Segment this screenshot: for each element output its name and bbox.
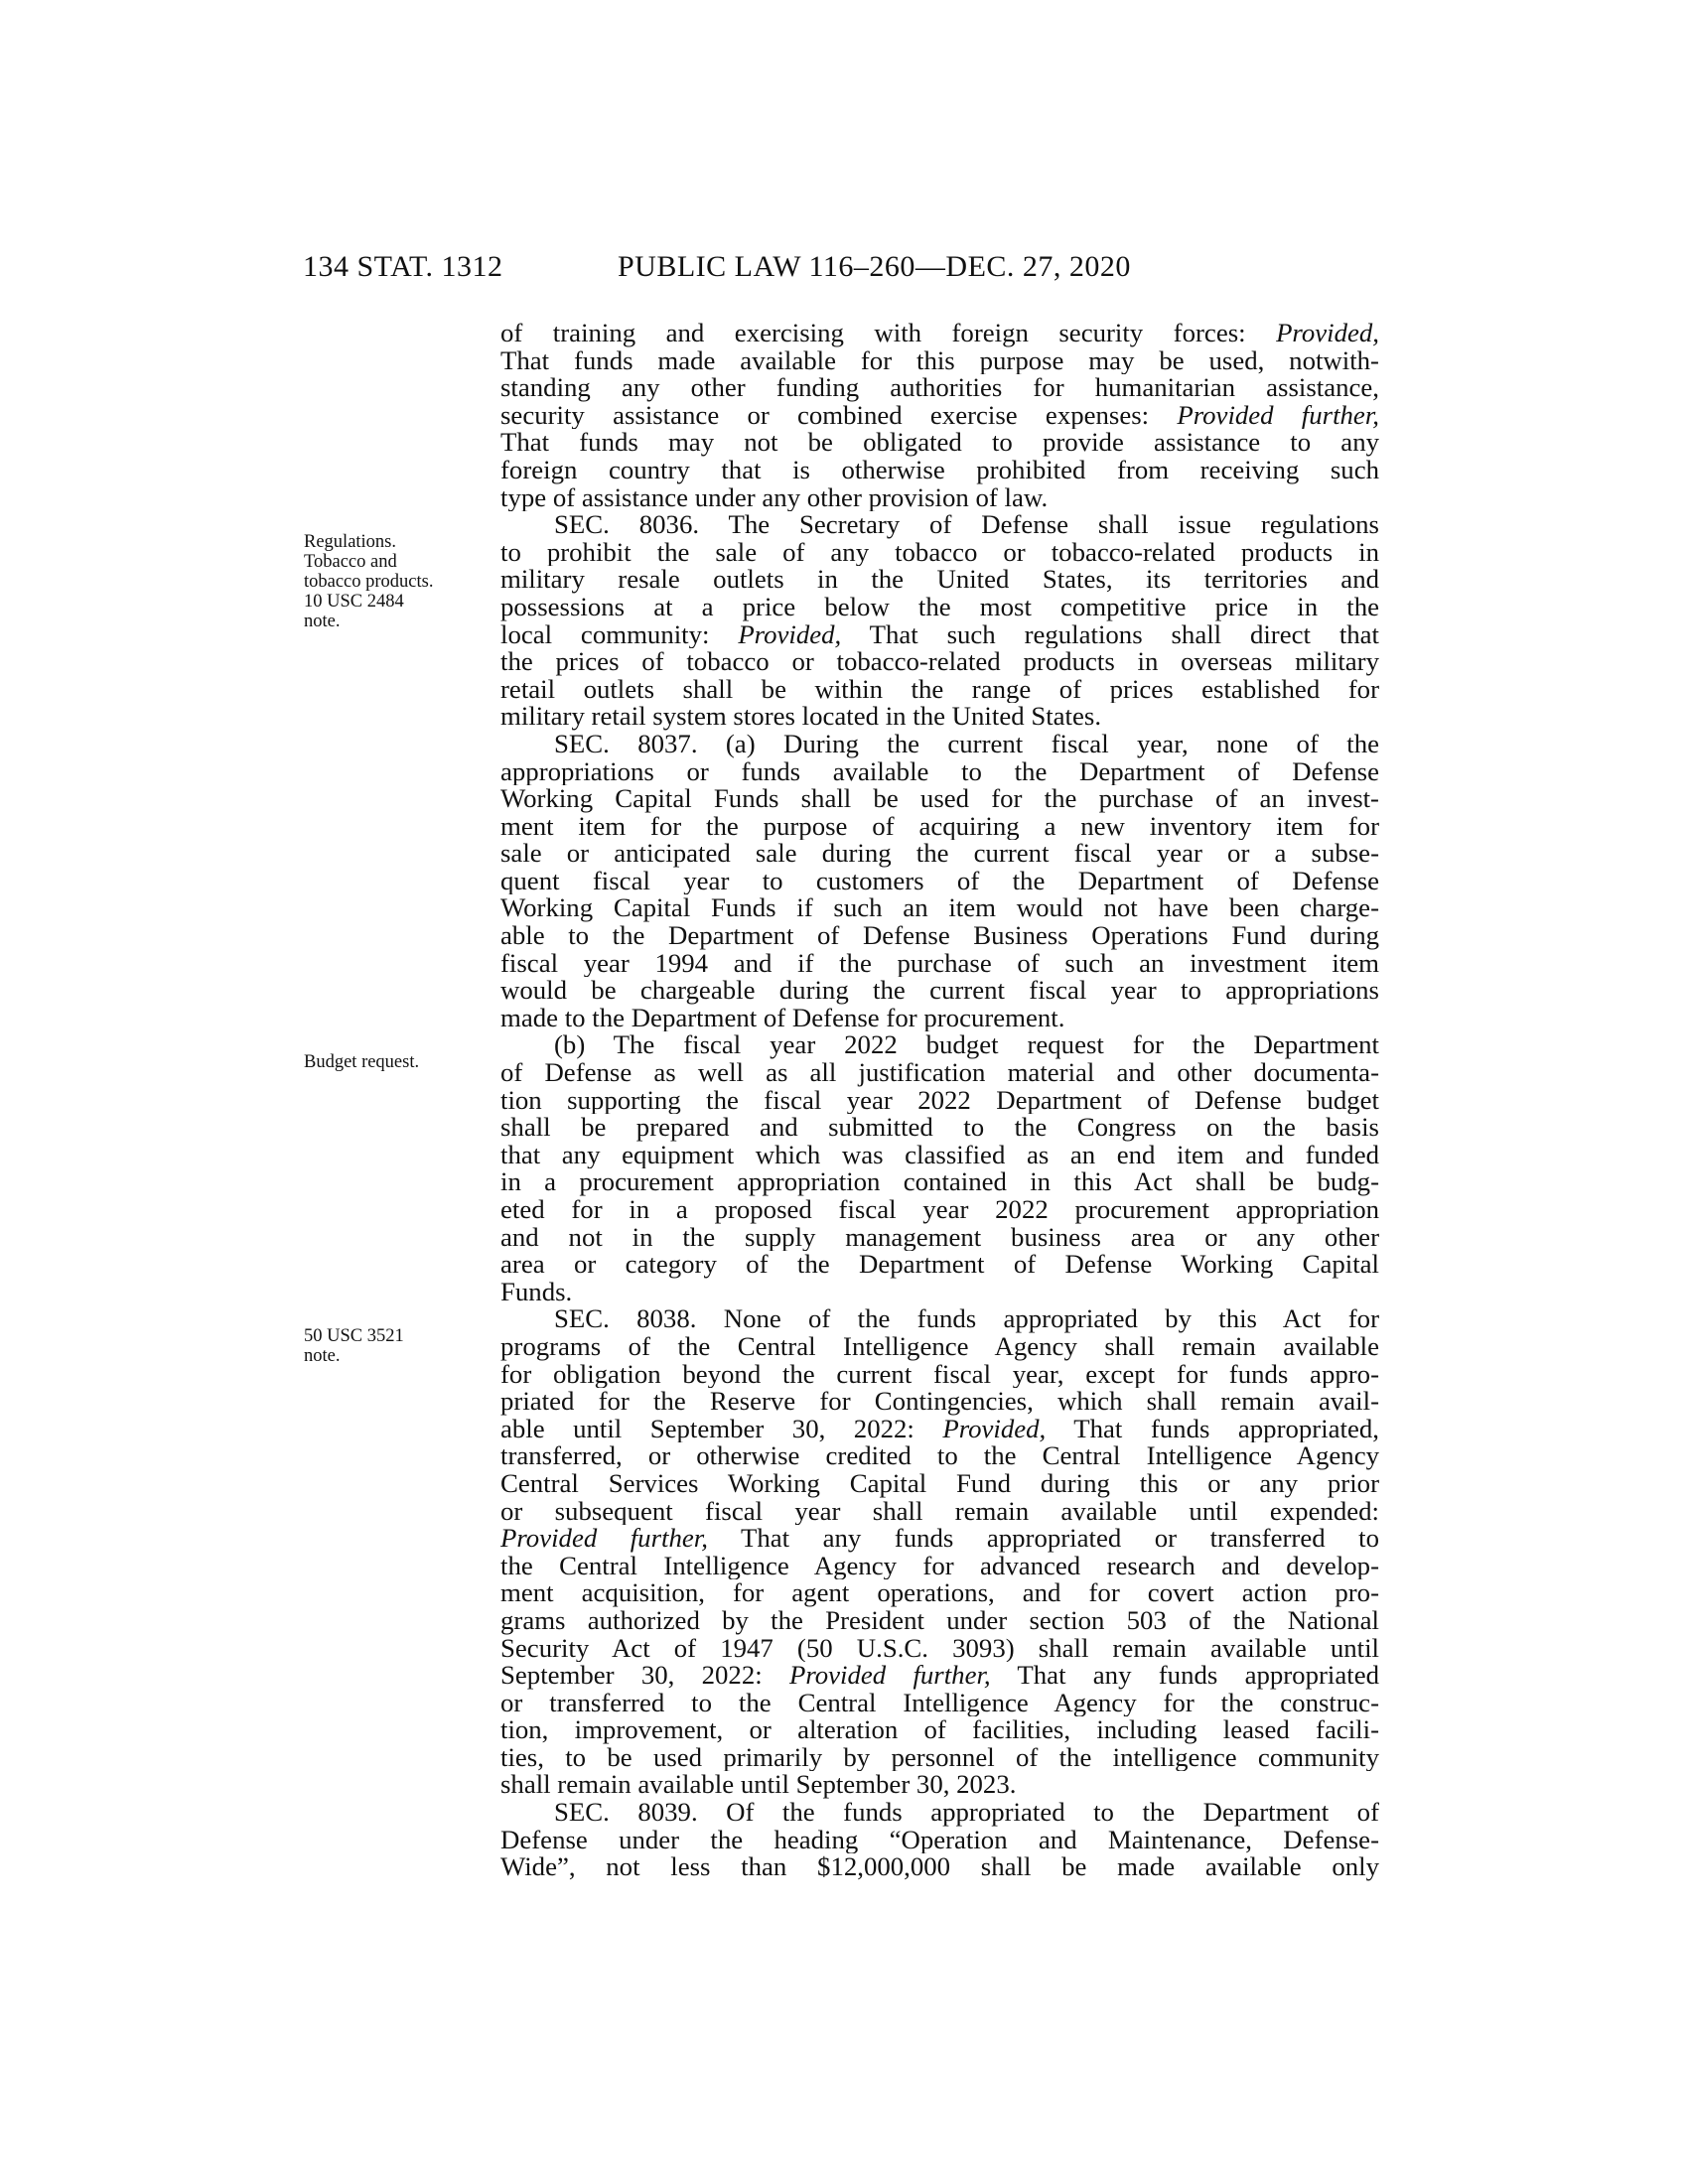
body-text: ment acquisition, for agent operations, and for covert action pro-: [500, 1579, 1379, 1607]
body-text: Wide”, not less than $12,000,000 shall be made available only: [500, 1853, 1379, 1881]
body-line: [500, 1114, 1379, 1142]
body-line: [500, 1442, 1379, 1470]
body-line: [500, 977, 1379, 1005]
body-text: retail outlets shall be within the range of prices established for: [500, 675, 1379, 704]
margin-note-regulations: [304, 532, 434, 631]
proviso-italic: Provided,: [738, 620, 842, 649]
body-text: appropriations or funds available to the Department of Defense: [500, 757, 1379, 786]
body-line: [500, 402, 1379, 430]
body-line: [500, 1690, 1379, 1717]
body-line: [500, 1279, 1379, 1306]
body-line: [500, 758, 1379, 786]
body-line: [500, 1607, 1379, 1635]
margin-note-line: Tobacco and: [304, 552, 397, 572]
margin-note-line: 10 USC 2484: [304, 592, 404, 612]
body-text: security assistance or combined exercise expenses:: [500, 401, 1178, 430]
body-line: [500, 840, 1379, 868]
body-line: [500, 1005, 1379, 1032]
public-law-title: PUBLIC LAW 116–260—DEC. 27, 2020: [618, 250, 1131, 283]
body-text: transferred, or otherwise credited to the Central Intelligence Agency: [500, 1442, 1379, 1470]
body-line: [500, 868, 1379, 895]
body-line: [500, 648, 1379, 676]
proviso-italic: Provided,: [1276, 320, 1379, 347]
section-label: SEC.: [554, 730, 610, 758]
body-text: ties, to be used primarily by personnel of the intelligence community: [500, 1743, 1379, 1772]
body-line: [500, 1224, 1379, 1252]
body-line: [500, 1087, 1379, 1115]
body-text: That funds may not be obligated to provide assistance to any: [500, 429, 1379, 457]
body-line: [500, 703, 1379, 731]
body-line: [500, 1168, 1379, 1196]
body-line: [500, 1827, 1379, 1854]
body-line: [500, 621, 1379, 649]
proviso-italic: Provided,: [942, 1415, 1047, 1443]
body-text: tion, improvement, or alteration of facilities, including leased facili-: [500, 1716, 1379, 1744]
proviso-italic: Provided further,: [1177, 401, 1379, 430]
body-text: the Central Intelligence Agency for advanced research and develop-: [500, 1552, 1379, 1580]
body-text: would be chargeable during the current fiscal year to appropriations: [500, 977, 1379, 1005]
body-text: Working Capital Funds shall be used for the purchase of an invest-: [500, 785, 1379, 813]
margin-note-line: Budget request.: [304, 1052, 420, 1072]
body-line: [500, 1361, 1379, 1389]
body-line: [500, 484, 1379, 512]
body-line: [500, 1853, 1379, 1881]
body-line: [500, 1196, 1379, 1224]
body-text: (b) The fiscal year 2022 budget request for the Department: [554, 1031, 1379, 1060]
body-text: or subsequent fiscal year shall remain available until expended:: [500, 1497, 1379, 1526]
body-text: programs of the Central Intelligence Agency shall remain available: [500, 1332, 1379, 1361]
body-text: 8039. Of the funds appropriated to the Department of: [609, 1799, 1379, 1827]
page-header: [0, 250, 1688, 290]
body-line: [500, 676, 1379, 704]
body-text: Defense under the heading “Operation and Maintenance, Defense-: [500, 1826, 1379, 1854]
body-text: possessions at a price below the most competitive price in the: [500, 593, 1379, 621]
margin-note-50-usc: [304, 1326, 404, 1366]
body-text: priated for the Reserve for Contingencies, which shall remain avail-: [500, 1388, 1379, 1416]
margin-note-line: 50 USC 3521: [304, 1326, 404, 1346]
section-label: SEC.: [554, 1305, 610, 1333]
body-line: [500, 950, 1379, 978]
body-line: [500, 1388, 1379, 1416]
body-text: 8038. None of the funds appropriated by this Act for: [609, 1305, 1379, 1333]
body-text: for obligation beyond the current fiscal year, except for funds appro-: [500, 1360, 1379, 1389]
body-text: That any funds appropriated or transferred to: [707, 1525, 1379, 1553]
statute-body-text: [500, 320, 1379, 1881]
body-text: area or category of the Department of Defense Working Capital: [500, 1251, 1379, 1279]
section-label: SEC.: [554, 1799, 610, 1827]
body-text: grams authorized by the President under section 503 of the National: [500, 1606, 1379, 1635]
body-text: able until September 30, 2022:: [500, 1415, 943, 1443]
body-text: standing any other funding authorities for humanitarian assistance,: [500, 374, 1379, 402]
body-line: [500, 813, 1379, 841]
body-line: [500, 1498, 1379, 1526]
margin-note-line: note.: [304, 1346, 341, 1366]
statute-page-number: 134 STAT. 1312: [303, 250, 503, 283]
body-line: [500, 731, 1379, 758]
body-text: September 30, 2022:: [500, 1662, 789, 1690]
body-text: and not in the supply management business area or any other: [500, 1223, 1379, 1252]
body-line: [500, 1142, 1379, 1169]
body-text: in a procurement appropriation contained in this Act shall be budg-: [500, 1168, 1379, 1196]
body-line: [500, 1333, 1379, 1361]
body-line: [500, 429, 1379, 457]
body-text: shall remain available until September 30, 2023.: [500, 1771, 1017, 1800]
proviso-italic: Provided further,: [500, 1525, 708, 1553]
body-line: [500, 1305, 1379, 1333]
body-text: or transferred to the Central Intelligence Agency for the construc-: [500, 1689, 1379, 1717]
body-line: [500, 1579, 1379, 1607]
body-line: [500, 1771, 1379, 1799]
body-text: Central Services Working Capital Fund during this or any prior: [500, 1469, 1379, 1498]
body-line: [500, 1031, 1379, 1059]
body-text: to prohibit the sale of any tobacco or tobacco-related products in: [500, 538, 1379, 567]
body-line: [500, 511, 1379, 539]
body-line: [500, 320, 1379, 347]
body-text: local community:: [500, 620, 739, 649]
body-text: That funds made available for this purpose may be used, notwith-: [500, 346, 1379, 375]
body-line: [500, 1525, 1379, 1553]
body-text: Working Capital Funds if such an item would not have been charge-: [500, 894, 1379, 923]
body-line: [500, 922, 1379, 950]
body-line: [500, 785, 1379, 813]
body-line: [500, 539, 1379, 567]
body-text: fiscal year 1994 and if the purchase of such an investment item: [500, 949, 1379, 978]
body-text: of Defense as well as all justification material and other documenta-: [500, 1059, 1379, 1087]
body-text: type of assistance under any other provision of law.: [500, 483, 1049, 512]
body-line: [500, 566, 1379, 594]
proviso-italic: Provided further,: [788, 1662, 991, 1690]
body-text: shall be prepared and submitted to the Congress on the basis: [500, 1114, 1379, 1142]
body-text: the prices of tobacco or tobacco-related products in overseas military: [500, 648, 1379, 676]
body-text: that any equipment which was classified as an end item and funded: [500, 1141, 1379, 1169]
body-line: [500, 1059, 1379, 1087]
body-text: military retail system stores located in the United States.: [500, 703, 1102, 731]
body-text: eted for in a proposed fiscal year 2022 procurement appropriation: [500, 1196, 1379, 1224]
body-text: 8036. The Secretary of Defense shall issue regulations: [609, 511, 1379, 539]
body-line: [500, 894, 1379, 922]
body-line: [500, 1553, 1379, 1580]
body-text: ment item for the purpose of acquiring a new inventory item for: [500, 812, 1379, 841]
body-line: [500, 1662, 1379, 1690]
body-line: [500, 594, 1379, 621]
body-line: [500, 1744, 1379, 1772]
margin-note-line: note.: [304, 612, 341, 631]
body-line: [500, 374, 1379, 402]
body-text: of training and exercising with foreign security forces:: [500, 320, 1277, 347]
margin-note-line: Regulations.: [304, 532, 397, 552]
body-text: made to the Department of Defense for procurement.: [500, 1004, 1065, 1032]
body-text: Security Act of 1947 (50 U.S.C. 3093) shall remain available until: [500, 1634, 1379, 1663]
body-text: That such regulations shall direct that: [841, 620, 1379, 649]
margin-note-budget-request: [304, 1052, 419, 1072]
body-text: 8037. (a) During the current fiscal year, none of the: [609, 730, 1379, 758]
body-text: sale or anticipated sale during the current fiscal year or a subse-: [500, 840, 1379, 868]
body-text: military resale outlets in the United States, its territories and: [500, 566, 1379, 594]
margin-note-line: tobacco products.: [304, 572, 434, 592]
body-line: [500, 347, 1379, 375]
body-line: [500, 1251, 1379, 1279]
body-text: Funds.: [500, 1278, 573, 1306]
body-line: [500, 1416, 1379, 1443]
body-text: able to the Department of Defense Business Operations Fund during: [500, 922, 1379, 950]
section-label: SEC.: [554, 511, 610, 539]
body-line: [500, 1470, 1379, 1498]
body-text: That any funds appropriated: [990, 1662, 1379, 1690]
body-text: That funds appropriated,: [1046, 1415, 1379, 1443]
body-text: tion supporting the fiscal year 2022 Department of Defense budget: [500, 1086, 1379, 1115]
body-line: [500, 1799, 1379, 1827]
body-text: quent fiscal year to customers of the Department of Defense: [500, 867, 1379, 895]
body-line: [500, 1635, 1379, 1663]
body-line: [500, 457, 1379, 484]
body-line: [500, 1716, 1379, 1744]
body-text: foreign country that is otherwise prohibited from receiving such: [500, 456, 1379, 484]
